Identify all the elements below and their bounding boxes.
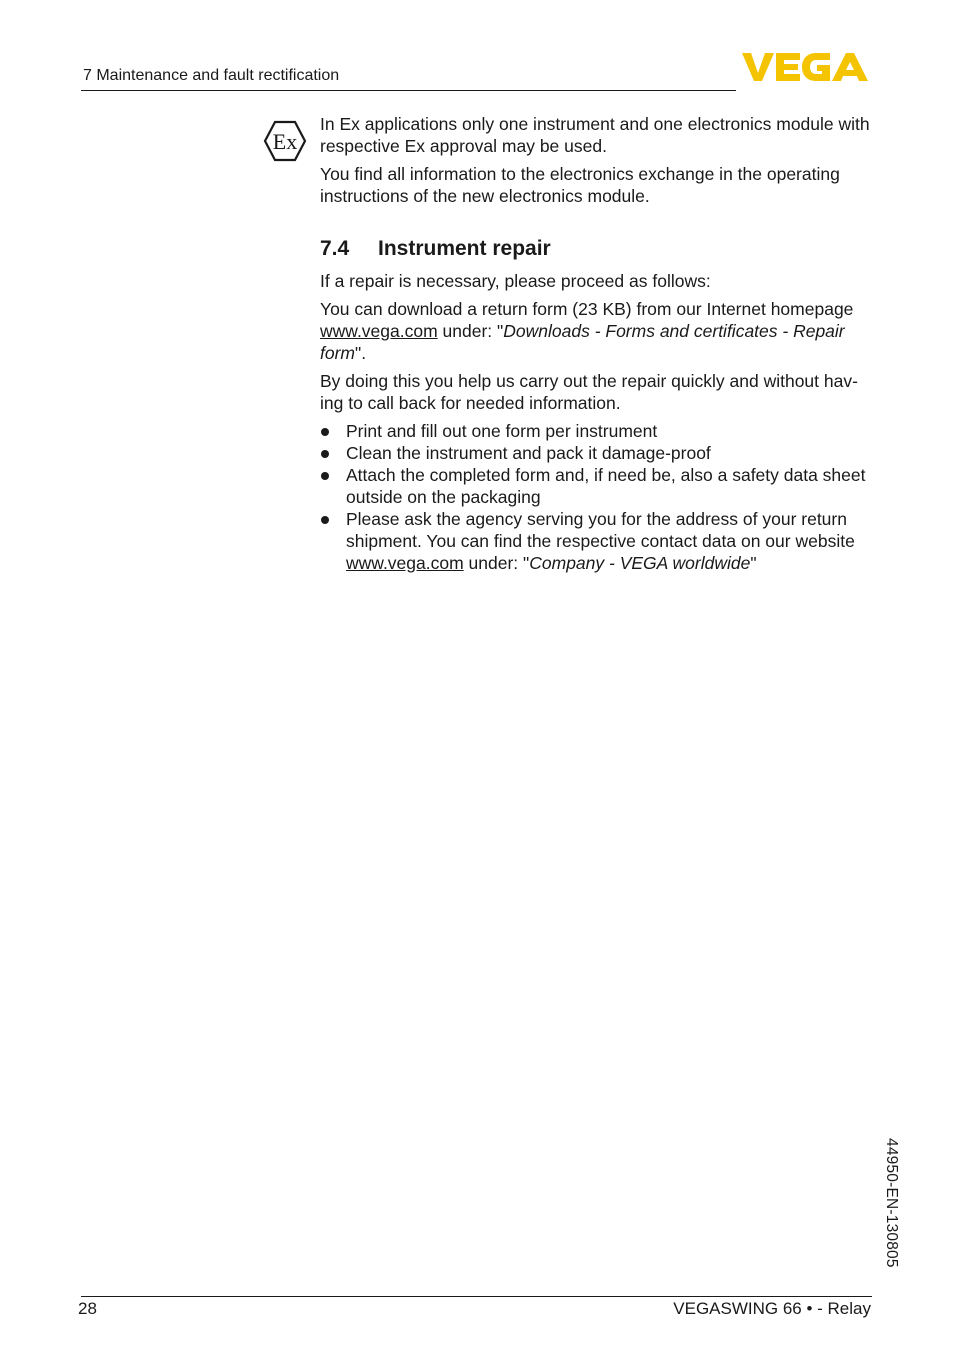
main-content bbox=[320, 113, 872, 574]
side-document-number: 44950-EN-130805 bbox=[883, 1138, 900, 1268]
bullet4-text-start: Please ask the agency serving you for the address of your return shipment. You can find the respective contact data on our website bbox=[346, 509, 855, 551]
download-paragraph bbox=[320, 298, 872, 364]
footer-page-number: 28 bbox=[78, 1299, 97, 1318]
vega-logo bbox=[742, 51, 872, 83]
download-text-mid: under: " bbox=[437, 321, 504, 341]
repair-steps-list bbox=[320, 420, 872, 574]
section-number: 7.4 bbox=[320, 237, 350, 260]
section-title: Instrument repair bbox=[378, 237, 551, 260]
download-text-end: ". bbox=[355, 343, 367, 363]
ex-notice-paragraph-1: In Ex applications only one instrument and one electronics module with respective Ex approval may be used. bbox=[320, 114, 870, 156]
header-chapter-title: 7 Maintenance and fault rectification bbox=[83, 67, 340, 84]
bullet-icon bbox=[321, 428, 329, 436]
bullet-icon bbox=[321, 450, 329, 458]
list-item bbox=[320, 442, 872, 464]
vega-logo-wordmark bbox=[742, 51, 872, 83]
list-item bbox=[320, 464, 872, 508]
bullet4-text-mid: under: " bbox=[463, 553, 530, 573]
footer-rule bbox=[81, 1296, 872, 1297]
help-paragraph: By doing this you help us carry out the repair quickly and without hav-ing to call back for needed information. bbox=[320, 371, 858, 413]
footer-product-name: VEGASWING 66 • - Relay bbox=[673, 1299, 871, 1318]
list-item-text: Attach the completed form and, if need be, also a safety data sheet outside on the packaging bbox=[346, 465, 866, 507]
list-item bbox=[320, 420, 872, 442]
ex-protection-icon bbox=[263, 120, 307, 162]
repair-intro: If a repair is necessary, please proceed as follows: bbox=[320, 271, 711, 291]
download-path: Downloads - Forms and certificates - Repair form bbox=[320, 321, 845, 363]
svg-text:Ex: Ex bbox=[272, 129, 298, 154]
list-item-text: Clean the instrument and pack it damage-proof bbox=[346, 443, 711, 463]
download-text-start: You can download a return form (23 KB) from our Internet homepage bbox=[320, 299, 854, 319]
vega-website-link[interactable]: www.vega.com bbox=[346, 553, 464, 573]
header-rule bbox=[81, 90, 736, 91]
bullet4-text-end: " bbox=[750, 553, 757, 573]
bullet4-path: Company - VEGA worldwide bbox=[529, 553, 751, 573]
bullet-icon bbox=[321, 516, 329, 524]
list-item-text: Print and fill out one form per instrument bbox=[346, 421, 658, 441]
list-item bbox=[320, 508, 872, 574]
bullet-icon bbox=[321, 472, 329, 480]
vega-website-link[interactable]: www.vega.com bbox=[320, 321, 438, 341]
ex-notice-paragraph-2: You find all information to the electronics exchange in the operating instructions of the new electronics module. bbox=[320, 164, 840, 206]
section-heading bbox=[320, 236, 872, 262]
